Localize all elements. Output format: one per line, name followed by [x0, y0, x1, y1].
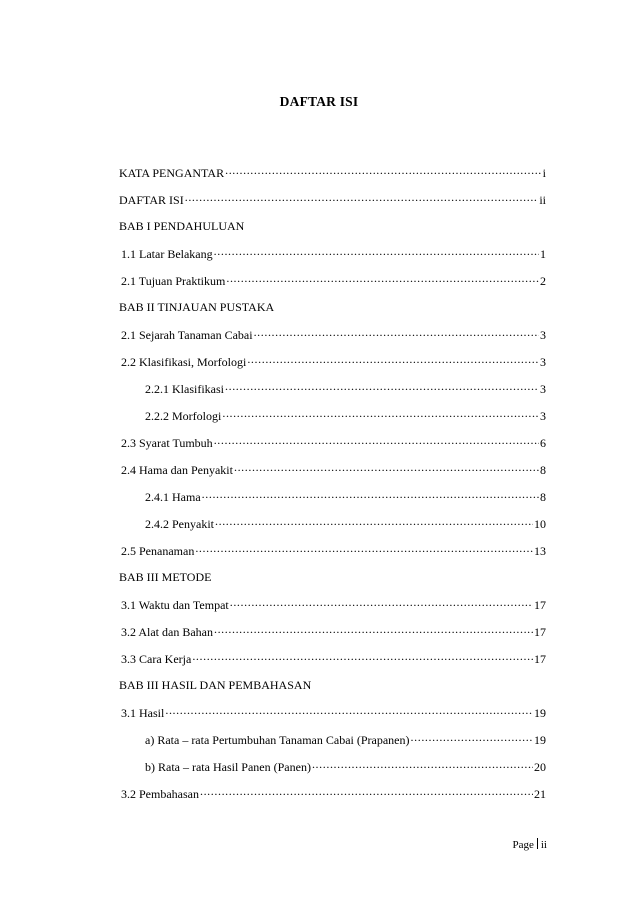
toc-entry-page-number: 3	[540, 355, 546, 369]
toc-entry	[119, 784, 546, 811]
toc-entry-page-number: 19	[534, 733, 546, 747]
toc-entry-title: 3.3 Cara Kerja	[121, 652, 192, 666]
toc-entry-page-number: 20	[534, 760, 546, 774]
toc-entry-page-number: 3	[540, 328, 546, 342]
toc-entry-title: 2.1 Tujuan Praktikum	[121, 274, 226, 288]
toc-entry-page-number: ii	[539, 193, 546, 207]
toc-dot-leader	[215, 514, 533, 528]
toc-entry-title: 2.4.2 Penyakit	[145, 517, 214, 531]
toc-dot-leader	[200, 784, 533, 798]
page-title: DAFTAR ISI	[279, 94, 359, 109]
toc-entry	[119, 190, 546, 217]
toc-entry	[119, 217, 546, 244]
toc-dot-leader	[225, 163, 542, 177]
toc-entry	[119, 379, 546, 406]
toc-dot-leader	[214, 244, 539, 258]
toc-entry-title: 3.1 Waktu dan Tempat	[121, 598, 229, 612]
toc-dot-leader	[254, 325, 539, 339]
toc-entry-page-number: 13	[534, 544, 546, 558]
toc-dot-leader	[214, 622, 533, 636]
toc-dot-leader	[165, 703, 533, 717]
toc-dot-leader	[192, 649, 533, 663]
toc-dot-leader	[411, 730, 533, 744]
toc-entry-page-number: 2	[540, 274, 546, 288]
toc-entry	[119, 433, 546, 460]
toc-entry	[119, 298, 546, 325]
toc-entry	[119, 163, 546, 190]
toc-entry	[119, 568, 546, 595]
toc-entry-title: BAB I PENDAHULUAN	[119, 219, 245, 233]
toc-entry	[119, 730, 546, 757]
toc-entry	[119, 460, 546, 487]
toc-entry-title: 1.1 Latar Belakang	[121, 247, 213, 261]
toc-entry	[119, 406, 546, 433]
toc-entry-title: 2.4.1 Hama	[145, 490, 201, 504]
toc-entry	[119, 622, 546, 649]
toc-dot-leader	[225, 379, 539, 393]
toc-entry-page-number: 17	[534, 652, 546, 666]
toc-entry-page-number: 21	[534, 787, 546, 801]
toc-entry	[119, 649, 546, 676]
toc-dot-leader	[222, 406, 539, 420]
toc-entry-title: a) Rata – rata Pertumbuhan Tanaman Cabai (Prapanen)	[145, 733, 410, 747]
toc-dot-leader	[226, 271, 539, 285]
toc-dot-leader	[185, 190, 539, 204]
toc-entry-title: 3.1 Hasil	[121, 706, 165, 720]
footer-separator	[537, 838, 538, 849]
toc-entry	[119, 487, 546, 514]
toc-entry-title: b) Rata – rata Hasil Panen (Panen)	[145, 760, 311, 774]
page-footer	[512, 838, 547, 851]
toc-entry-page-number: 19	[534, 706, 546, 720]
toc-entry-title: 3.2 Pembahasan	[121, 787, 199, 801]
toc-entry-title: DAFTAR ISI	[119, 193, 184, 207]
toc-entry	[119, 325, 546, 352]
toc-entry-page-number: 8	[540, 463, 546, 477]
toc-entry-title: 2.2 Klasifikasi, Morfologi	[121, 355, 247, 369]
toc-entry	[119, 541, 546, 568]
toc-entry	[119, 244, 546, 271]
toc-entry-page-number: 1	[540, 247, 546, 261]
toc-entry	[119, 514, 546, 541]
toc-entry-title: 2.3 Syarat Tumbuh	[121, 436, 213, 450]
toc-dot-leader	[202, 487, 539, 501]
toc-entry-title: 2.1 Sejarah Tanaman Cabai	[121, 328, 253, 342]
toc-entry-title: BAB II TINJAUAN PUSTAKA	[119, 300, 275, 314]
toc-entry-page-number: 17	[534, 598, 546, 612]
toc-entry-title: 2.2.1 Klasifikasi	[145, 382, 224, 396]
toc-entry	[119, 271, 546, 298]
toc-entry	[119, 757, 546, 784]
toc-entry-title: KATA PENGANTAR	[119, 166, 225, 180]
toc-entry-page-number: 10	[534, 517, 546, 531]
table-of-contents	[119, 163, 546, 811]
toc-entry-title: 2.2.2 Morfologi	[145, 409, 222, 423]
toc-entry-page-number: 8	[540, 490, 546, 504]
toc-entry	[119, 352, 546, 379]
toc-entry-title: 2.4 Hama dan Penyakit	[121, 463, 233, 477]
footer-page-number: ii	[540, 839, 547, 851]
footer-page-label: Page	[512, 839, 534, 851]
toc-dot-leader	[247, 352, 539, 366]
toc-entry-page-number: 6	[540, 436, 546, 450]
toc-entry-title: 2.5 Penanaman	[121, 544, 195, 558]
toc-entry-page-number: 3	[540, 382, 546, 396]
toc-entry	[119, 676, 546, 703]
toc-entry-title: BAB III METODE	[119, 570, 212, 584]
toc-entry-page-number: 3	[540, 409, 546, 423]
toc-entry	[119, 703, 546, 730]
toc-entry-title: 3.2 Alat dan Bahan	[121, 625, 213, 639]
toc-entry-page-number: 17	[534, 625, 546, 639]
toc-dot-leader	[312, 757, 533, 771]
toc-dot-leader	[234, 460, 539, 474]
toc-dot-leader	[195, 541, 533, 555]
toc-dot-leader	[230, 595, 533, 609]
toc-entry-title: BAB III HASIL DAN PEMBAHASAN	[119, 678, 312, 692]
toc-dot-leader	[214, 433, 539, 447]
toc-entry	[119, 595, 546, 622]
toc-entry-page-number: i	[542, 166, 546, 180]
